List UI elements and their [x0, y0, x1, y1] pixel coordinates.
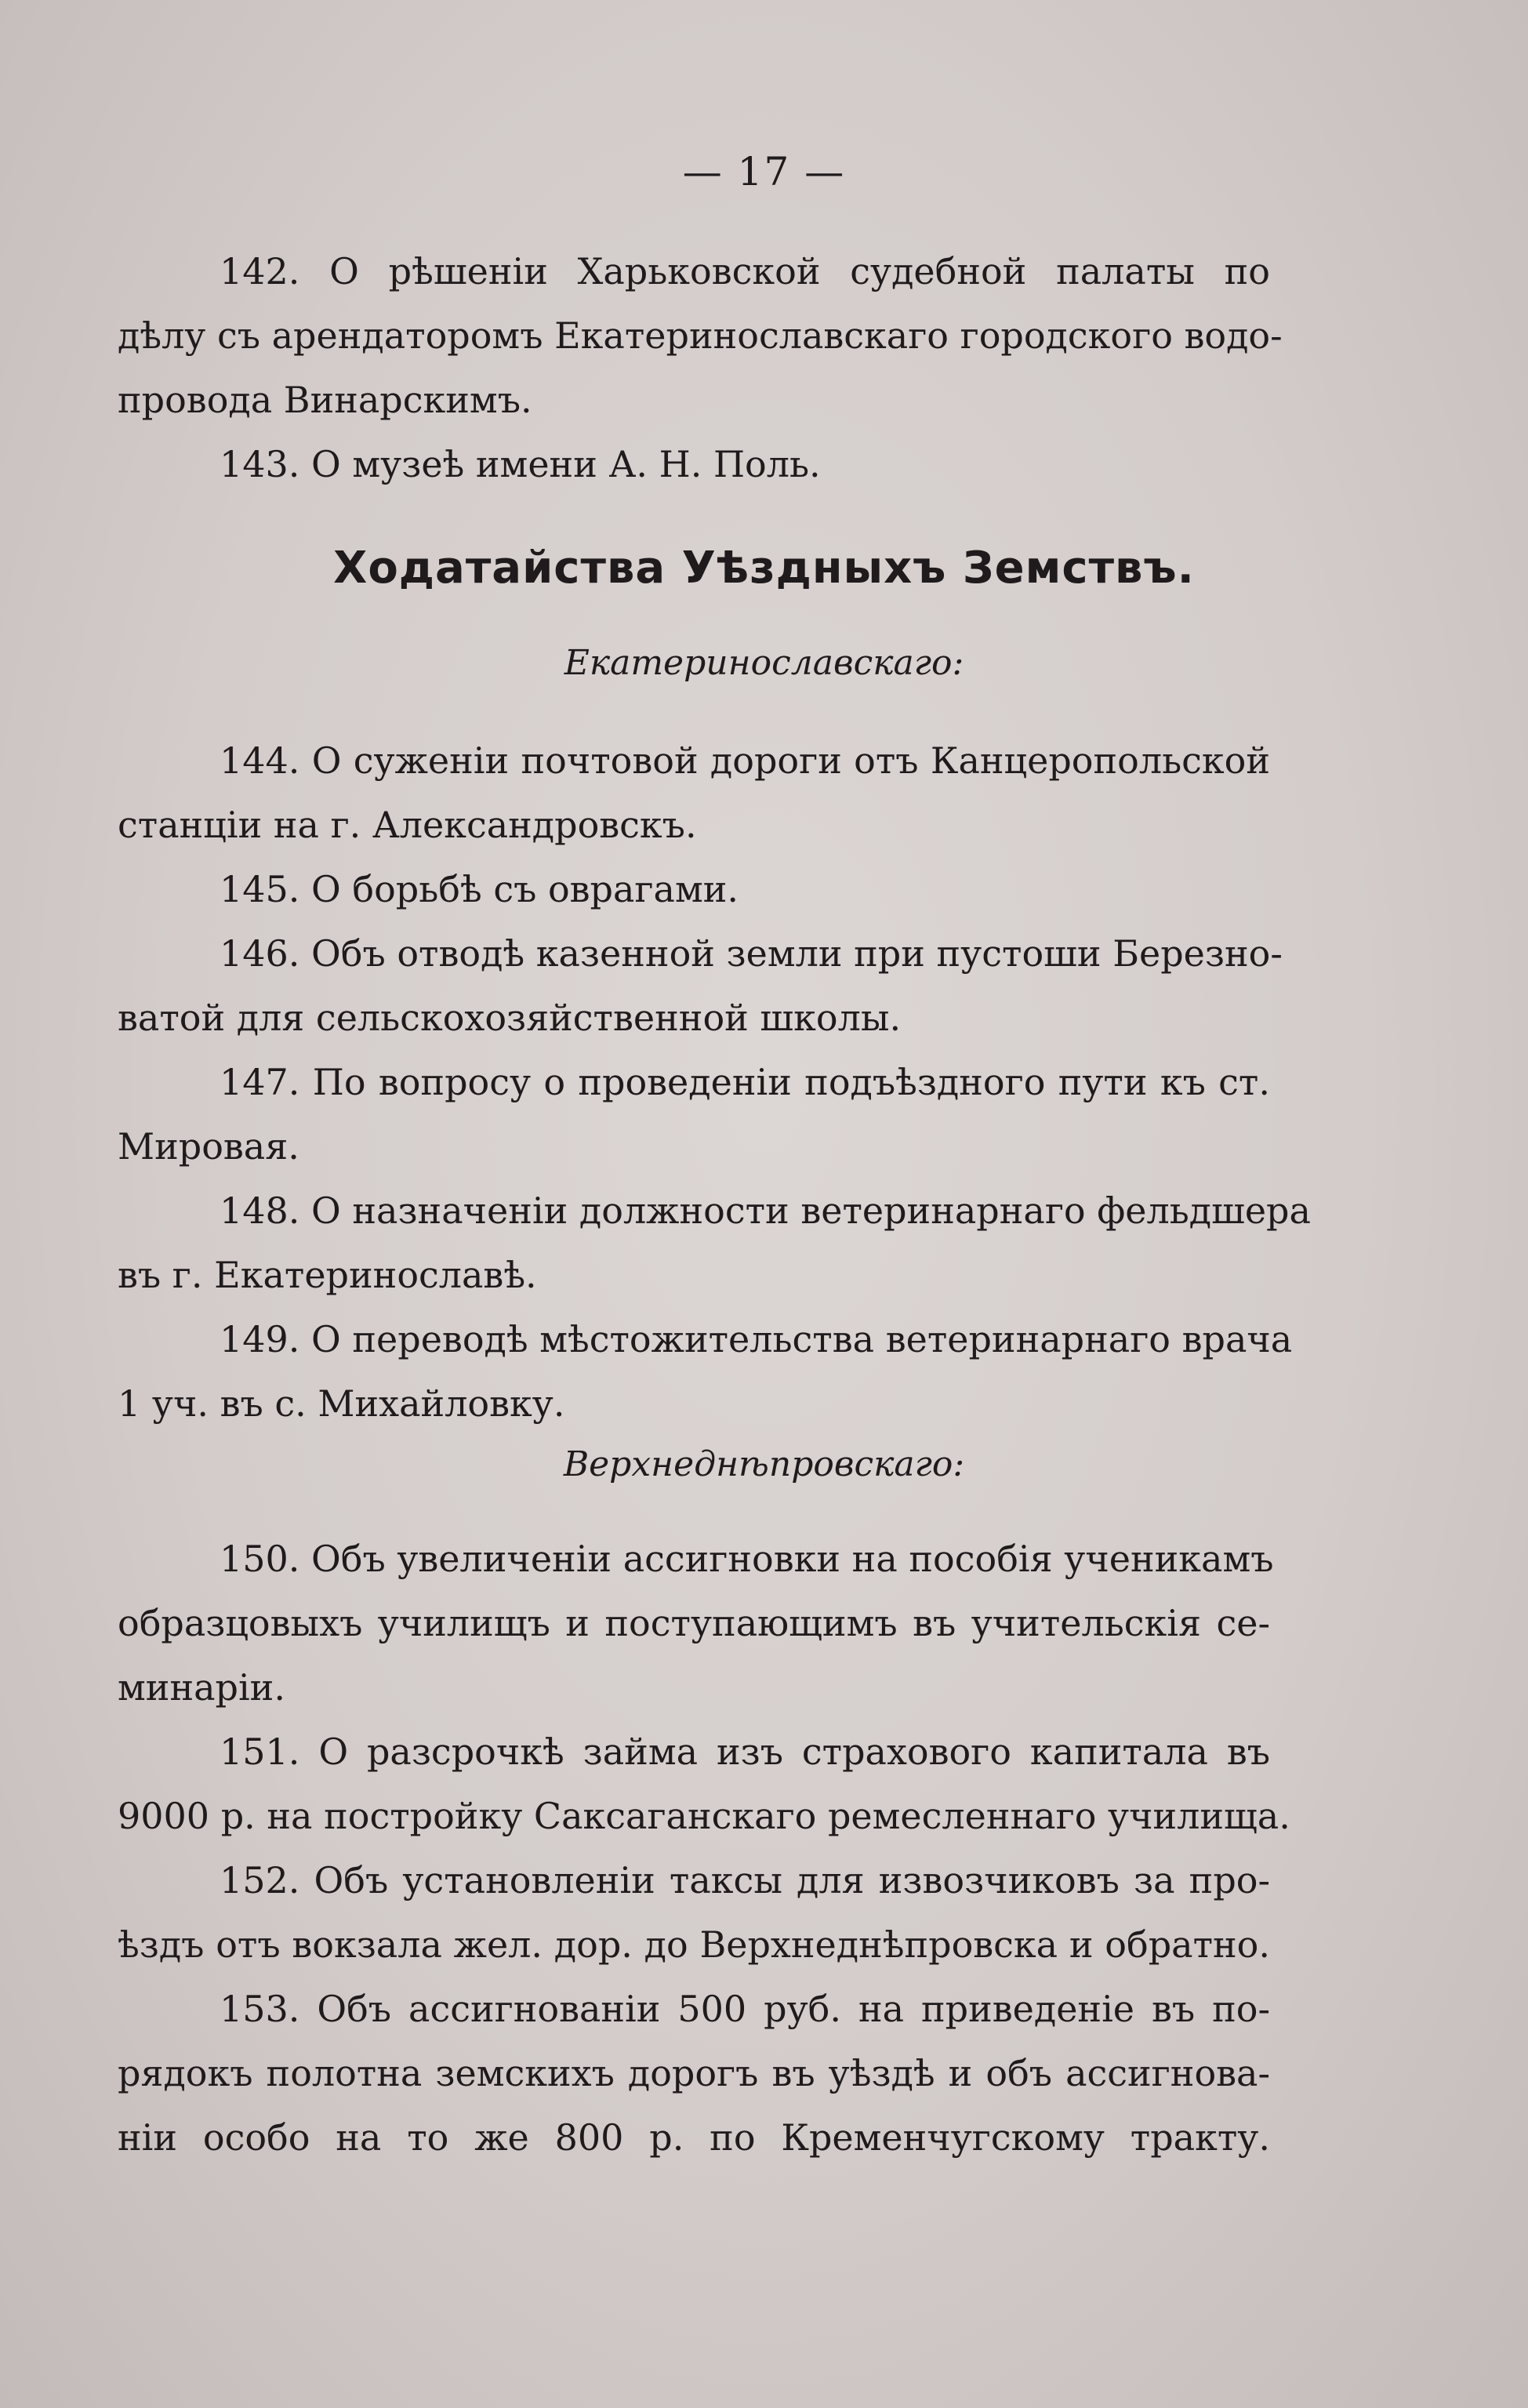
item-150-line-3: минаріи. [118, 1666, 285, 1709]
item-144-line-1: 144. О суженіи почтовой дороги отъ Канцеропольской [220, 739, 1270, 782]
item-149-line-2: 1 уч. въ с. Михайловку. [118, 1382, 565, 1425]
item-150-line-1: 150. Объ увеличеніи ассигновки на пособія ученикамъ [220, 1538, 1274, 1580]
item-151-line-2: 9000 р. на постройку Саксаганскаго ремесленнаго училища. [118, 1795, 1290, 1837]
item-153-line-1: 153. Объ ассигнованіи 500 руб. на приведеніе въ по- [220, 1988, 1270, 2030]
item-147-line-1: 147. По вопросу о проведеніи подъѣздного пути къ ст. [220, 1061, 1270, 1103]
item-146-line-2: ватой для сельскохозяйственной школы. [118, 997, 902, 1039]
item-151-line-1: 151. О разсрочкѣ займа изъ страхового капитала въ [220, 1731, 1270, 1773]
item-145: 145. О борьбѣ съ оврагами. [220, 868, 739, 910]
item-148-line-2: въ г. Екатеринославѣ. [118, 1254, 537, 1296]
section-heading: Ходатайства Уѣздныхъ Земствъ. [333, 543, 1195, 594]
item-142-line-3: провода Винарскимъ. [118, 379, 532, 421]
item-144-line-2: станціи на г. Александровскъ. [118, 804, 697, 846]
item-142-line-2: дѣлу съ арендаторомъ Екатеринославскаго городского водо- [118, 314, 1283, 357]
item-147-line-2: Мировая. [118, 1125, 299, 1168]
item-142-line-1: 142. О рѣшеніи Харьковской судебной палаты по [220, 250, 1270, 292]
item-143: 143. О музеѣ имени А. Н. Поль. [220, 443, 821, 485]
item-146-line-1: 146. Объ отводѣ казенной земли при пустоши Березно- [220, 932, 1283, 975]
item-153-line-3: ніи особо на то же 800 р. по Кременчугскому тракту. [118, 2116, 1270, 2159]
page-number: — 17 — [682, 149, 846, 194]
item-149-line-1: 149. О переводѣ мѣстожительства ветеринарнаго врача [220, 1318, 1293, 1360]
item-152-line-1: 152. Объ установленіи таксы для извозчиковъ за про- [220, 1859, 1270, 1901]
subsection-verkhnedneprovsk: Верхнеднѣпровскаго: [563, 1444, 965, 1484]
item-152-line-2: ѣздъ отъ вокзала жел. дор. до Верхнеднѣпровска и обратно. [118, 1923, 1270, 1966]
item-153-line-2: рядокъ полотна земскихъ дорогъ въ уѣздѣ и объ ассигнова- [118, 2052, 1270, 2094]
subsection-ekaterinoslav: Екатеринославскаго: [564, 643, 964, 683]
item-148-line-1: 148. О назначеніи должности ветеринарнаго фельдшера [220, 1189, 1311, 1232]
item-150-line-2: образцовыхъ училищъ и поступающимъ въ учительскія се- [118, 1602, 1270, 1644]
